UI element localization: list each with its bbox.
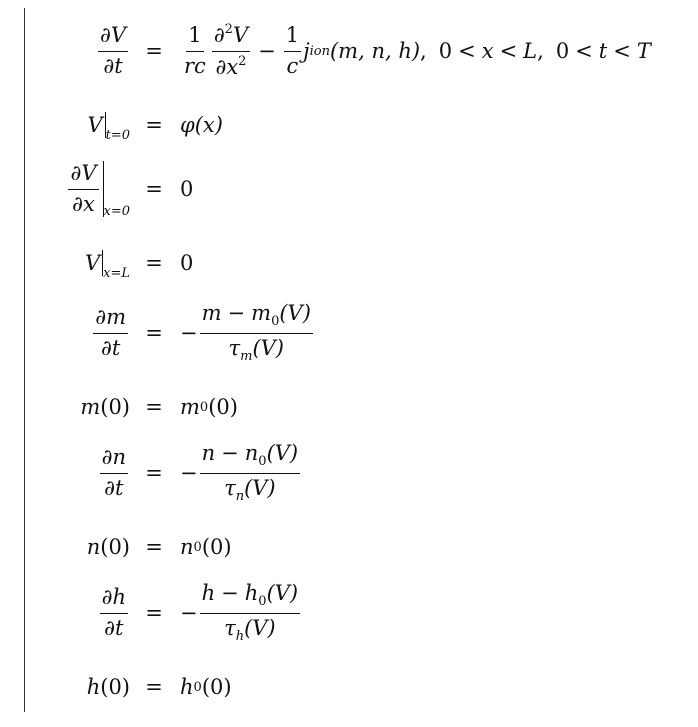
equals-sign: = (145, 321, 163, 345)
rhs-8 (180, 512, 698, 582)
equation-row-4 (28, 228, 698, 298)
equation-row-6 (28, 372, 698, 442)
fraction-dVdt (98, 24, 128, 77)
fraction-1-c (284, 24, 301, 77)
var-h: h (201, 581, 216, 606)
arg-0: (0) (100, 534, 130, 559)
equals-sign: = (145, 395, 163, 419)
subscript-n: n (235, 488, 245, 504)
var-tau: τ (228, 335, 241, 360)
fraction-dmdt (93, 306, 128, 359)
partial-symbol: ∂ (103, 53, 115, 78)
condition-x0: x=0 (103, 203, 130, 219)
subscript-zero: 0 (193, 679, 202, 695)
arg-0: (0) (201, 674, 232, 699)
lhs-3 (28, 154, 130, 224)
less-than: < (499, 38, 518, 63)
minus-sign: − (227, 301, 246, 326)
equation-row-1 (28, 16, 698, 86)
var-m: m (201, 301, 222, 326)
var-T: T (636, 38, 651, 63)
partial-symbol: ∂ (101, 585, 113, 610)
rhs-4: 0 (180, 250, 194, 275)
minus-sign: − (180, 600, 198, 625)
minus-sign: − (221, 441, 239, 466)
equals-sign: = (145, 177, 163, 201)
lhs-6 (28, 372, 130, 442)
numerator-one: 1 (284, 24, 301, 51)
numerator-one: 1 (186, 24, 203, 51)
fraction-dndt (100, 446, 128, 499)
var-m: m (180, 394, 200, 419)
var-n: n (201, 441, 216, 466)
rhs-10 (180, 652, 698, 722)
equation-row-7 (28, 438, 698, 508)
denominator-rc: rc (184, 53, 206, 78)
fraction-dhdt (100, 586, 128, 639)
partial-symbol: ∂ (95, 305, 107, 330)
arg-V: (V) (252, 335, 285, 360)
denominator-c: c (286, 53, 299, 78)
arg-x: (x) (194, 112, 223, 137)
lhs-9 (28, 578, 130, 648)
equals-sign: = (145, 39, 163, 63)
equation-row-10 (28, 652, 698, 722)
comma: , (420, 38, 427, 63)
var-n: n (180, 534, 194, 559)
minus-sign: − (180, 320, 198, 345)
arg-0: (0) (100, 674, 130, 699)
var-phi: φ (180, 112, 195, 137)
rhs-6 (180, 372, 698, 442)
subscript-m: m (240, 348, 253, 364)
arg-V: (V) (279, 301, 311, 326)
partial-symbol: ∂ (100, 335, 112, 360)
partial-symbol: ∂ (72, 191, 83, 216)
rhs-1 (180, 16, 698, 86)
rhs-3: 0 (180, 176, 194, 201)
var-t: t (114, 53, 123, 78)
minus-sign: − (258, 38, 276, 63)
partial-symbol: ∂ (70, 161, 82, 186)
less-than: < (458, 38, 476, 63)
args-mnh: (m, n, h) (329, 38, 421, 63)
var-x: x (82, 191, 95, 216)
var-m: m (80, 394, 101, 419)
var-L: L (523, 38, 538, 63)
condition-xL: x=L (103, 265, 130, 281)
partial-symbol: ∂ (99, 23, 111, 48)
var-V: V (84, 250, 101, 275)
subscript-zero: 0 (193, 539, 202, 555)
var-n: n (86, 534, 101, 559)
equals-sign: = (145, 113, 163, 137)
equals-sign: = (145, 535, 163, 559)
equation-row-5 (28, 298, 698, 368)
fraction-d2Vdx2 (212, 23, 250, 78)
rhs-5 (180, 298, 698, 368)
comma: , (537, 38, 544, 63)
var-V: V (110, 23, 126, 48)
number-zero: 0 (555, 38, 570, 63)
lhs-10 (28, 652, 130, 722)
equals-sign: = (145, 251, 163, 275)
var-t: t (115, 475, 124, 500)
equation-row-9 (28, 578, 698, 648)
var-t: t (598, 38, 608, 63)
var-t: t (115, 615, 124, 640)
var-h: h (86, 674, 101, 699)
var-V: V (81, 161, 97, 186)
var-m: m (106, 305, 126, 330)
arg-0: (0) (100, 394, 130, 419)
fraction-1-rc (182, 24, 208, 77)
var-x: x (226, 54, 239, 79)
arg-V: (V) (244, 475, 276, 500)
subscript-zero: 0 (271, 314, 280, 330)
equals-sign: = (145, 461, 163, 485)
rhs-2 (180, 90, 698, 160)
equation-row-8 (28, 512, 698, 582)
lhs-5 (28, 298, 130, 368)
partial-symbol: ∂ (215, 54, 227, 79)
lhs-1 (28, 16, 130, 86)
less-than: < (613, 38, 631, 63)
var-V: V (87, 112, 103, 137)
arg-V: (V) (244, 615, 276, 640)
left-rule (24, 8, 25, 712)
number-zero: 0 (438, 38, 453, 63)
minus-sign: − (221, 581, 239, 606)
exponent-two: 2 (224, 22, 233, 38)
fraction-dVdx (68, 162, 98, 215)
var-n: n (244, 441, 259, 466)
fraction-m-relax (200, 302, 313, 364)
var-tau: τ (224, 475, 236, 500)
fraction-h-relax (200, 582, 301, 644)
var-h: h (112, 585, 126, 610)
subscript-h: h (235, 628, 245, 644)
minus-sign: − (180, 460, 198, 485)
lhs-4 (28, 228, 130, 298)
var-n: n (112, 445, 126, 470)
equation-row-2 (28, 90, 698, 160)
condition-t0: t=0 (105, 127, 130, 143)
arg-V: (V) (266, 441, 299, 466)
equation-row-3 (28, 154, 698, 224)
var-h: h (244, 581, 259, 606)
lhs-7 (28, 438, 130, 508)
partial-symbol: ∂ (104, 615, 115, 640)
rhs-9 (180, 578, 698, 648)
subscript-zero: 0 (258, 454, 267, 470)
subscript-zero: 0 (199, 399, 209, 415)
equals-sign: = (145, 601, 163, 625)
var-j: j (303, 38, 310, 63)
var-x: x (481, 38, 494, 63)
arg-0: (0) (208, 394, 238, 419)
var-V: V (232, 23, 249, 48)
exponent-two: 2 (238, 53, 247, 69)
fraction-n-relax (200, 442, 301, 504)
var-tau: τ (224, 615, 236, 640)
subscript-ion: ion (309, 43, 330, 59)
partial-symbol: ∂ (104, 475, 115, 500)
less-than: < (575, 38, 593, 63)
var-h: h (180, 674, 194, 699)
lhs-8 (28, 512, 130, 582)
equals-sign: = (145, 675, 163, 699)
arg-0: (0) (201, 534, 232, 559)
rhs-7 (180, 438, 698, 508)
subscript-zero: 0 (258, 594, 267, 610)
lhs-2 (28, 90, 130, 160)
arg-V: (V) (266, 581, 299, 606)
var-t: t (111, 335, 121, 360)
var-m: m (251, 301, 272, 326)
partial-symbol: ∂ (213, 23, 225, 48)
partial-symbol: ∂ (101, 445, 113, 470)
